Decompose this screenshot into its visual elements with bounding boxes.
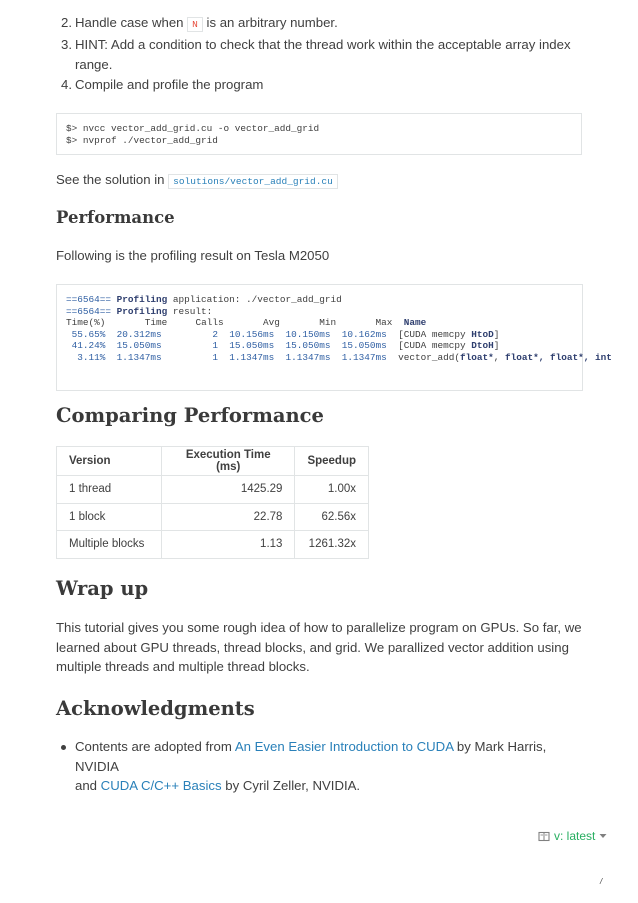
col-exec-time: Execution Time (ms) bbox=[162, 447, 295, 476]
solution-path-link[interactable]: solutions/vector_add_grid.cu bbox=[168, 174, 338, 189]
col-version: Version bbox=[57, 447, 162, 476]
link-easier-intro-cuda[interactable]: An Even Easier Introduction to CUDA bbox=[234, 739, 454, 754]
step-4: 4. Compile and profile the program bbox=[61, 77, 264, 92]
acknowledgments-list bbox=[56, 737, 582, 796]
table-row: 1 thread 1425.29 1.00x bbox=[57, 476, 369, 504]
compile-code-block: $> nvcc vector_add_grid.cu -o vector_add_grid $> nvprof ./vector_add_grid bbox=[56, 113, 582, 155]
wrapup-paragraph: This tutorial gives you some rough idea of how to parallelize program on GPUs. So far, we learned about GPU threads, thread blocks, and grid. We parallized vector addition using multiple threads and multiple thread blocks. bbox=[56, 620, 582, 674]
prof-row: 3.11% 1.1347ms 1 1.1347ms 1.1347ms 1.1347ms vector_add(float*, float*, float*, int bbox=[77, 351, 612, 363]
inline-code-n: N bbox=[187, 17, 203, 32]
profile-output-block bbox=[56, 284, 612, 391]
solution-line: See the solution in solutions/vector_add_grid.cu bbox=[56, 170, 338, 192]
version-label: v: latest bbox=[554, 829, 596, 843]
prof-row: 55.65% 20.312ms 2 10.156ms 10.150ms 10.162ms [CUDA memcpy HtoD] bbox=[71, 328, 500, 340]
prof-line-result: ==6564== Profiling result: bbox=[66, 305, 213, 317]
comparing-table bbox=[56, 446, 369, 559]
performance-intro: Following is the profiling result on Tesla M2050 bbox=[56, 248, 330, 263]
table-row: Multiple blocks 1.13 1261.32x bbox=[57, 531, 369, 559]
prof-header-row: Time(%) Time Calls Avg Min Max Name bbox=[66, 317, 427, 329]
prof-row: 41.24% 15.050ms 1 15.050ms 15.050ms 15.050ms [CUDA memcpy DtoH] bbox=[71, 340, 500, 352]
bullet-icon bbox=[61, 745, 66, 750]
comparing-heading: Comparing Performance bbox=[56, 404, 324, 427]
table-header-row bbox=[57, 447, 369, 476]
list-item: Contents are adopted from An Even Easier Introduction to CUDA by Mark Harris, NVIDIA and CUDA C/C++ Basics by Cyril Zeller, NVIDIA. bbox=[56, 737, 582, 796]
wrapup-heading: Wrap up bbox=[56, 577, 149, 600]
performance-heading: Performance bbox=[56, 208, 175, 227]
col-speedup: Speedup bbox=[295, 447, 369, 476]
steps-list bbox=[56, 13, 571, 95]
version-selector[interactable] bbox=[538, 829, 607, 843]
page-number: / bbox=[600, 877, 603, 886]
link-cuda-basics[interactable]: CUDA C/C++ Basics bbox=[100, 778, 222, 793]
caret-down-icon bbox=[599, 833, 607, 839]
table-row: 1 block 22.78 62.56x bbox=[57, 503, 369, 531]
book-icon bbox=[538, 831, 550, 842]
prof-line-app: ==6564== Profiling application: ./vector_add_grid bbox=[66, 294, 342, 305]
step-3: 3. HINT: Add a condition to check that the thread work within the acceptable array index range. bbox=[61, 37, 571, 72]
acknowledgments-heading: Acknowledgments bbox=[56, 697, 255, 720]
step-2: 2. Handle case when N is an arbitrary number. bbox=[61, 15, 338, 30]
